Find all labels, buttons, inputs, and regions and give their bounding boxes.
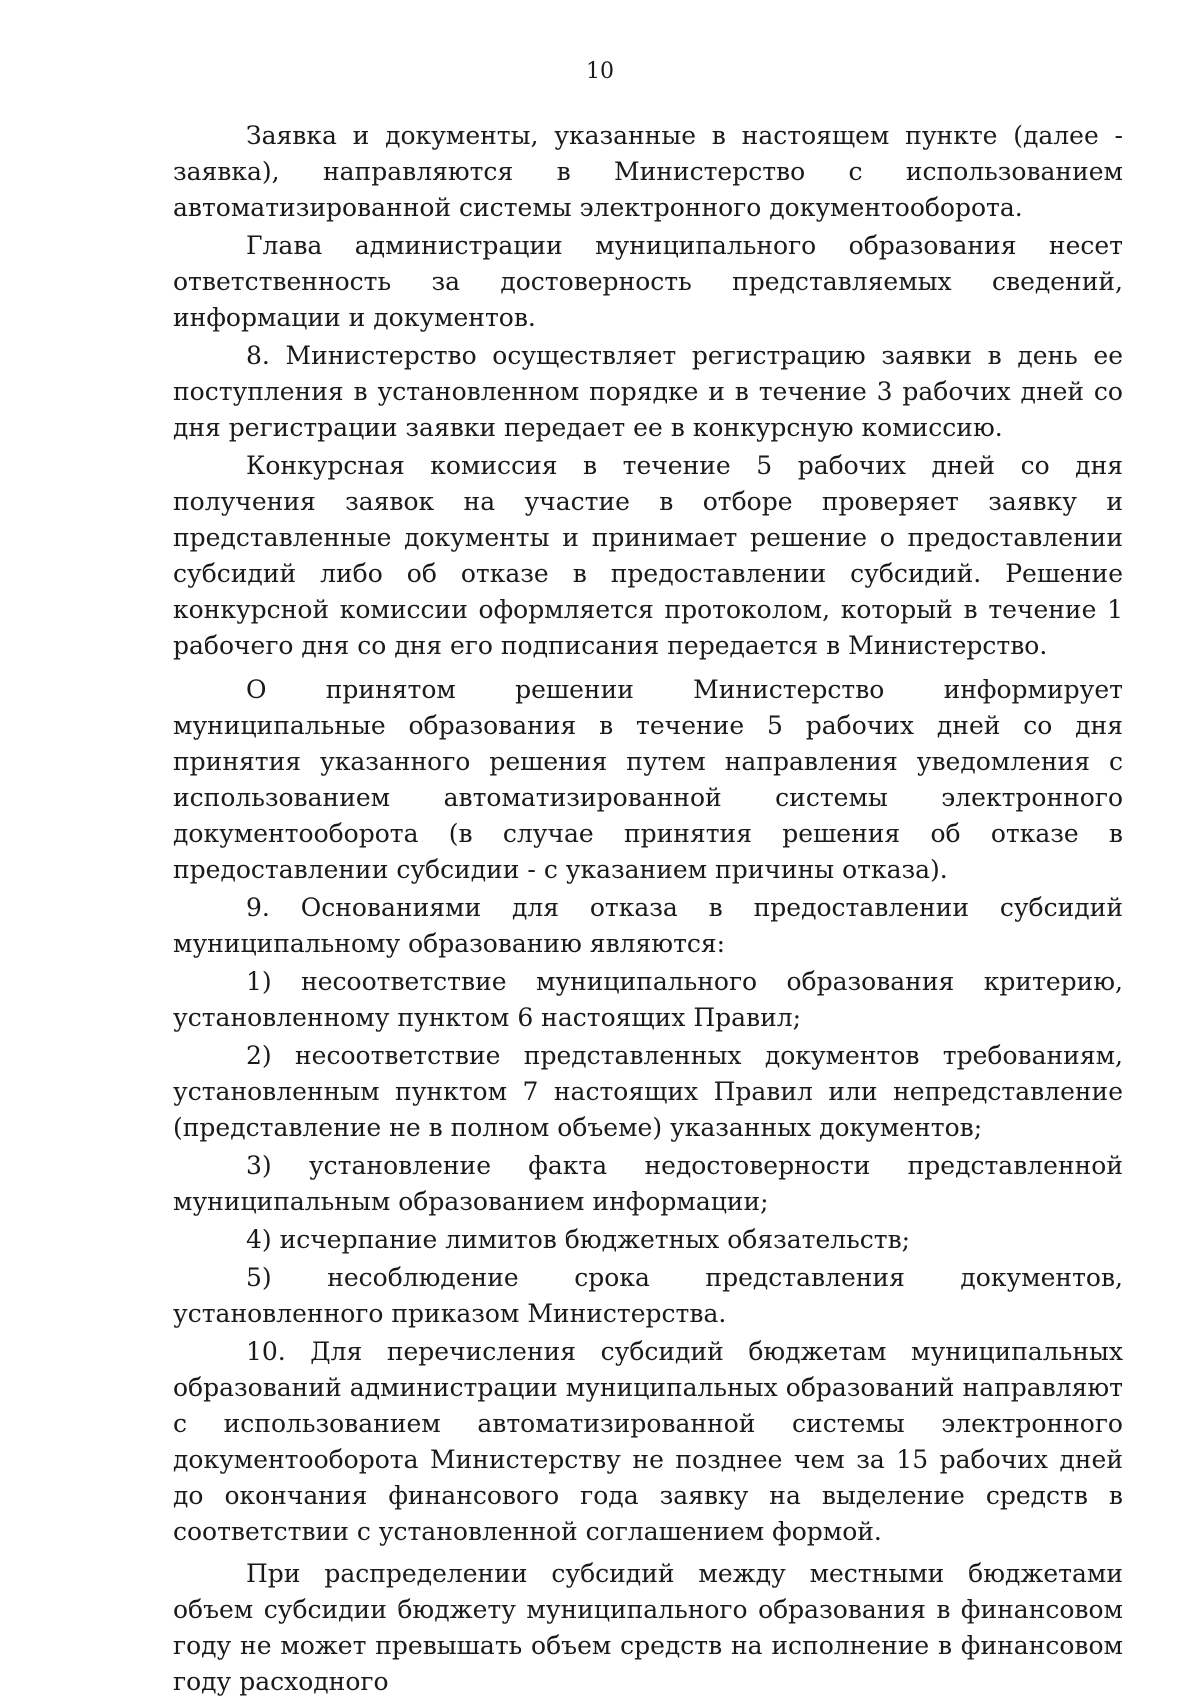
paragraph-decision-notification: О принятом решении Министерство информирует муниципальные образования в течение 5 рабочих дней со дня принятия указанного решения путем направления уведомления с использованием автоматизированной системы электронного документооборота (в случае принятия решения об отказе в предоставлении субсидии - с указанием причины отказа). [173, 675, 1123, 884]
list-item-refusal-1: 1) несоответствие муниципального образования критерию, установленному пунктом 6 настоящих Правил; [173, 967, 1123, 1032]
paragraph-distribution-limit: При распределении субсидий между местными бюджетами объем субсидии бюджету муниципального образования в финансовом году не может превышать объем средств на исполнение в финансовом году расходного [173, 1559, 1123, 1696]
paragraph-item-8-registration: 8. Министерство осуществляет регистрацию заявки в день ее поступления в установленном порядке и в течение 3 рабочих дней со дня регистрации заявки передает ее в конкурсную комиссию. [173, 341, 1123, 442]
paragraph-head-responsibility: Глава администрации муниципального образования несет ответственность за достоверность представляемых сведений, информации и документов. [173, 231, 1123, 332]
list-item-refusal-3: 3) установление факта недостоверности представленной муниципальным образованием информации; [173, 1151, 1123, 1216]
list-item-refusal-2: 2) несоответствие представленных документов требованиям, установленным пунктом 7 настоящих Правил или непредставление (представление не в полном объеме) указанных документов; [173, 1041, 1123, 1142]
list-item-refusal-5: 5) несоблюдение срока представления документов, установленного приказом Министерства. [173, 1263, 1123, 1328]
paragraph-item-9-refusal-grounds: 9. Основаниями для отказа в предоставлении субсидий муниципальному образованию являются: [173, 893, 1123, 958]
list-item-refusal-4: 4) исчерпание лимитов бюджетных обязательств; [246, 1225, 911, 1254]
paragraph-application-submission: Заявка и документы, указанные в настоящем пункте (далее - заявка), направляются в Министерство с использованием автоматизированной системы электронного документооборота. [173, 121, 1123, 222]
page-number: 10 [586, 59, 614, 84]
document-body [173, 118, 1123, 1700]
paragraph-item-10-transfer: 10. Для перечисления субсидий бюджетам муниципальных образований администрации муниципальных образований направляют с использованием автоматизированной системы электронного документооборота Министерству не позднее чем за 15 рабочих дней до окончания финансового года заявку на выделение средств в соответствии с установленной соглашением формой. [173, 1337, 1123, 1546]
paragraph-commission-review: Конкурсная комиссия в течение 5 рабочих дней со дня получения заявок на участие в отборе проверяет заявку и представленные документы и принимает решение о предоставлении субсидий либо об отказе в предоставлении субсидий. Решение конкурсной комиссии оформляется протоколом, который в течение 1 рабочего дня со дня его подписания передается в Министерство. [173, 451, 1123, 660]
